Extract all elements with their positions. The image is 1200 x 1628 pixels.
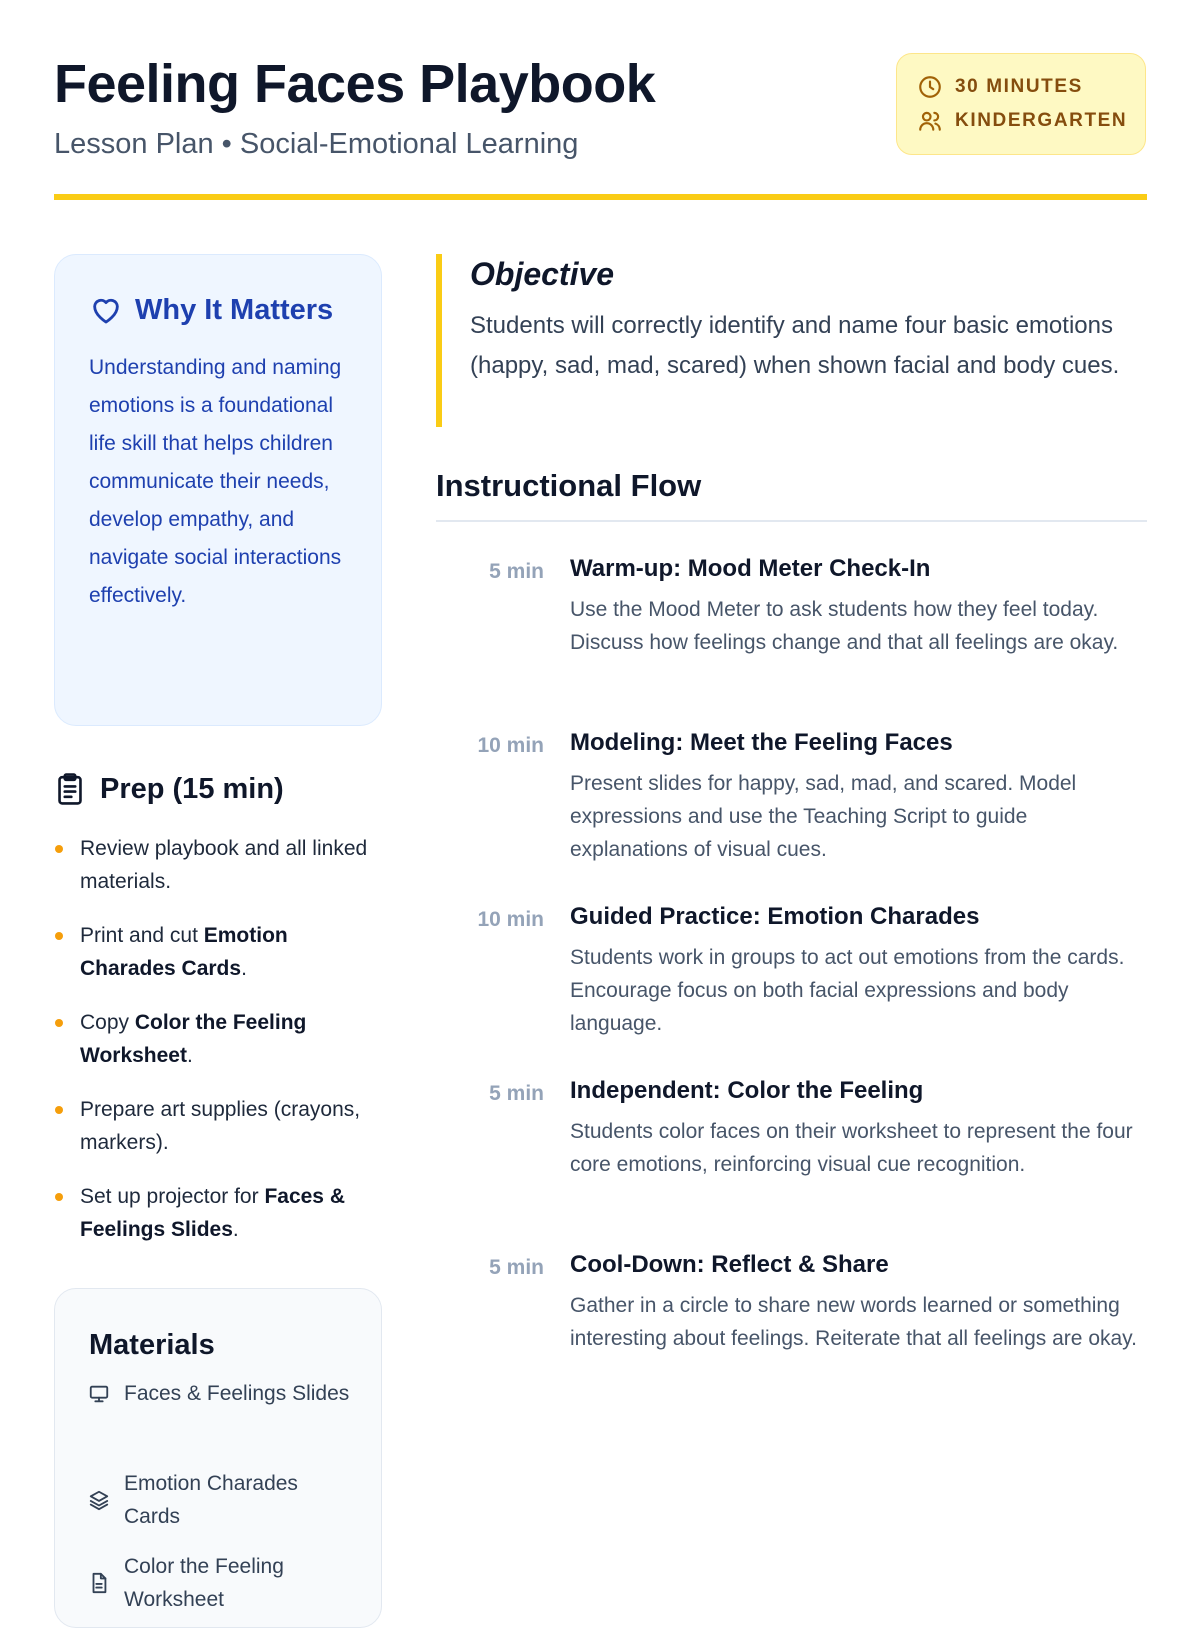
grade-row [917,108,1127,134]
prep-text-end: . [241,957,247,980]
materials-title: Materials [89,1329,215,1361]
step-duration: 5 min [489,1082,544,1105]
step-description: Gather in a circle to share new words learned or something interesting about feelings. Reiterate that all feelings are okay. [570,1294,1137,1350]
why-it-matters-card [54,254,382,726]
prep-item [54,1180,384,1246]
objective-accent-bar [436,254,442,427]
layers-icon [88,1489,110,1511]
bullet-dot [55,1019,63,1027]
why-text: Understanding and naming emotions is a foundational life skill that helps children communicate their needs, develop empathy, and navigate social interactions effectively. [89,356,342,607]
lesson-page [54,0,1147,1611]
monitor-icon [88,1383,110,1405]
prep-heading [54,772,284,806]
duration-label: 30 MINUTES [955,76,1083,97]
step-description: Students color faces on their worksheet to represent the four core emotions, reinforcing visual cue recognition. [570,1120,1133,1176]
step-description: Present slides for happy, sad, mad, and scared. Model expressions and use the Teaching Script to guide explanations of visual cues. [570,772,1077,861]
step-title: Warm-up: Mood Meter Check-In [570,555,931,582]
prep-material-name: Color the Feeling Worksheet [80,1011,307,1067]
prep-item [54,1093,384,1159]
prep-text: Review playbook and all linked materials. [80,837,368,893]
objective-text: Students will correctly identify and name four basic emotions (happy, sad, mad, scared) when shown facial and body cues. [470,312,1120,379]
prep-text: Prepare art supplies (crayons, markers). [80,1098,361,1154]
material-item-cards[interactable] [88,1467,358,1533]
material-label: Faces & Feelings Slides [124,1382,350,1405]
clock-icon [917,74,943,100]
step-duration: 5 min [489,1256,544,1279]
step-duration: 5 min [489,560,544,583]
step-title: Guided Practice: Emotion Charades [570,903,980,930]
prep-text: Set up projector for [80,1185,265,1208]
bullet-dot [55,845,63,853]
heart-icon [89,293,123,327]
objective-title: Objective [470,256,615,292]
page-subtitle: Lesson Plan • Social-Emotional Learning [54,128,579,160]
lesson-meta-badge [896,53,1146,155]
step-title: Cool-Down: Reflect & Share [570,1251,889,1278]
material-label: Color the Feeling Worksheet [124,1555,284,1611]
material-item-worksheet[interactable] [88,1550,358,1616]
prep-list [54,832,384,1267]
step-duration: 10 min [477,734,544,757]
file-text-icon [88,1572,110,1594]
duration-row [917,74,1083,100]
material-label: Emotion Charades Cards [124,1472,298,1528]
clipboard-icon [54,772,86,806]
step-description: Use the Mood Meter to ask students how they feel today. Discuss how feelings change and that all feelings are okay. [570,598,1119,654]
step-description: Students work in groups to act out emotions from the cards. Encourage focus on both facial expressions and body language. [570,946,1125,1035]
material-item-slides[interactable] [88,1377,358,1410]
prep-text-end: . [232,1218,239,1241]
bullet-dot [55,932,63,940]
prep-title: Prep (15 min) [100,772,284,805]
prep-text: Print and cut [80,924,204,947]
flow-divider [436,520,1147,522]
bullet-dot [55,1193,63,1201]
bullet-dot [55,1106,63,1114]
prep-item [54,832,384,898]
prep-item [54,919,384,985]
why-title: Why It Matters [135,293,334,326]
prep-item [54,1006,384,1072]
header [54,52,1147,202]
step-title: Modeling: Meet the Feeling Faces [570,729,953,756]
step-title: Independent: Color the Feeling [570,1077,924,1104]
grade-label: KINDERGARTEN [955,110,1128,131]
header-divider [54,194,1147,200]
flow-title: Instructional Flow [436,468,702,503]
prep-material-name: Faces & Feelings Slides [80,1185,345,1241]
page-title: Feeling Faces Playbook [54,54,656,114]
users-icon [917,108,943,134]
prep-text: Copy [80,1011,135,1034]
prep-text-end: . [186,1044,193,1067]
prep-material-name: Emotion Charades Cards [80,924,288,980]
step-duration: 10 min [477,908,544,931]
why-heading [89,293,333,327]
